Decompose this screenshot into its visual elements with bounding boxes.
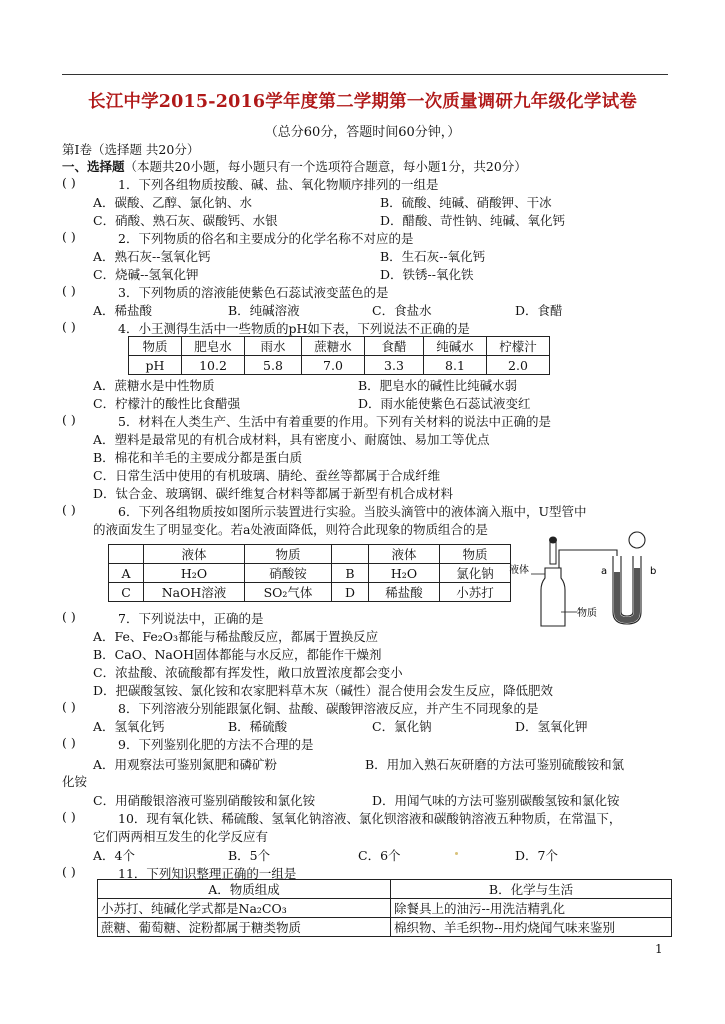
table-cell: 7.0 [302,356,365,375]
q4-ph-table [128,336,550,375]
table-cell: A．物质组成 [98,880,391,899]
q10-stem-line2: 它们两两相互发生的化学反应有 [93,829,269,844]
table-cell: H₂O [369,564,440,583]
q2-option-a: A．熟石灰--氢氧化钙 [93,249,211,264]
q5-option-d: D．钛合金、玻璃钢、碳纤维复合材料等都属于新型有机合成材料 [93,486,454,501]
table-cell: 蔗糖水 [302,337,365,356]
q4-option-c: C．柠檬汁的酸性比食醋强 [93,396,241,411]
answer-blank: ( ) [62,699,76,714]
q5-option-b: B．棉花和羊毛的主要成分都是蛋白质 [93,450,303,465]
part-label: 第Ⅰ卷（选择题 共20分） [62,142,200,157]
q3-option-c: C．食盐水 [372,303,432,318]
q11-knowledge-table [97,879,672,937]
fig-substance-label: 物质 [577,608,597,619]
table-cell: H₂O [144,564,245,583]
table-cell: 氯化钠 [440,564,511,583]
q10-option-a: A．4个 [93,848,135,863]
exam-title: 长江中学2015-2016学年度第二学期第一次质量调研九年级化学试卷 [88,92,637,112]
answer-blank: ( ) [62,319,76,334]
table-cell: 物质 [129,337,182,356]
answer-blank: ( ) [62,175,76,190]
fig-b-label: b [650,566,657,577]
section-heading [62,157,527,175]
q6-stem-line1: 6．下列各组物质按如图所示装置进行实验。当胶头滴管中的液体滴入瓶中，U型管中 [118,504,587,519]
q5-option-a: A．塑料是最常见的有机合成材料，具有密度小、耐腐蚀、易加工等优点 [93,432,490,447]
table-cell: D [332,583,369,602]
dropper-bulb [549,537,557,544]
q11-stem: 11．下列知识整理正确的一组是 [118,866,297,881]
q9-option-b-cont: 化铵 [62,774,88,789]
q1-stem: 1．下列各组物质按酸、碱、盐、氧化物顺序排列的一组是 [118,177,439,192]
q1-option-b: B．硫酸、纯碱、硝酸钾、干冰 [380,195,552,210]
table-cell: 物质 [440,545,511,564]
q10-option-b: B．5个 [228,848,271,863]
q8-option-c: C．氯化钠 [372,719,432,734]
table-cell: 液体 [144,545,245,564]
q4-stem: 4．小王测得生活中一些物质的pH如下表，下列说法不正确的是 [118,321,470,336]
q7-option-c: C．浓盐酸、浓硫酸都有挥发性，敞口放置浓度都会变小 [93,665,403,680]
table-cell: NaOH溶液 [144,583,245,602]
q9-stem: 9．下列鉴别化肥的方法不合理的是 [118,737,314,752]
dropper-icon [550,542,556,564]
page-number: 1 [655,942,663,956]
q8-option-b: B．稀硫酸 [228,719,288,734]
table-cell: 稀盐酸 [369,583,440,602]
table-cell: 物质 [245,545,332,564]
q1-option-a: A．碳酸、乙醇、氯化钠、水 [93,195,253,210]
table-cell [109,545,144,564]
table-cell: 2.0 [487,356,550,375]
q9-option-c: C．用硝酸银溶液可鉴别硝酸铵和氯化铵 [93,793,316,808]
q2-option-d: D．铁锈--氧化铁 [380,267,474,282]
q7-option-b: B．CaO、NaOH固体都能与水反应，都能作干燥剂 [93,647,382,662]
table-cell: 柠檬汁 [487,337,550,356]
q2-option-b: B．生石灰--氧化钙 [380,249,486,264]
table-cell: 纯碱水 [424,337,487,356]
q8-stem: 8．下列溶液分别能跟氯化铜、盐酸、碳酸钾溶液反应，并产生不同现象的是 [118,701,539,716]
table-cell: 5.8 [245,356,302,375]
table-cell [332,545,369,564]
table-cell: C [109,583,144,602]
table-cell: B [332,564,369,583]
table-cell: B．化学与生活 [391,880,672,899]
answer-blank: ( ) [62,229,76,244]
table-cell: 肥皂水 [182,337,245,356]
q6-stem-line2: 的液面发生了明显变化。若a处液面降低，则符合此现象的物质组合的是 [93,522,488,537]
table-cell: 液体 [369,545,440,564]
table-cell: 除餐具上的油污--用洗洁精乳化 [391,899,672,918]
u-tube-liquid [614,568,640,623]
table-cell: 小苏打 [440,583,511,602]
q2-option-c: C．烧碱--氢氧化钾 [93,267,199,282]
section-heading-bold: 一、选择题 [62,159,125,174]
q9-option-b: B．用加入熟石灰研磨的方法可鉴别硫酸铵和氯 [365,757,625,772]
table-cell: 棉织物、羊毛织物--用灼烧闻气味来鉴别 [391,918,672,937]
exam-subtitle: （总分60分，答题时间60分钟，） [264,125,461,140]
q8-option-a: A．氢氧化钙 [93,719,165,734]
q3-option-a: A．稀盐酸 [93,303,153,318]
q2-stem: 2．下列物质的俗名和主要成分的化学名称不对应的是 [118,231,414,246]
top-rule [62,74,668,75]
q7-option-d: D．把碳酸氢铵、氯化铵和农家肥料草木灰（碱性）混合使用会发生反应，降低肥效 [93,683,554,698]
answer-blank: ( ) [62,809,76,824]
table-cell: 食醋 [365,337,424,356]
table-cell: 雨水 [245,337,302,356]
table-cell: 3.3 [365,356,424,375]
q1-option-d: D．醋酸、苛性钠、纯碱、氧化钙 [380,213,566,228]
stray-mark [455,852,458,855]
q4-option-d: D．雨水能使紫色石蕊试液变红 [358,396,531,411]
q8-option-d: D．氢氧化钾 [515,719,588,734]
table-cell: 蔗糖、葡萄糖、淀粉都属于糖类物质 [98,918,391,937]
table-cell: A [109,564,144,583]
q5-stem: 5．材料在人类生产、生活中有着重要的作用。下列有关材料的说法中正确的是 [118,414,551,429]
u-tube-inner [621,556,633,616]
q9-option-a: A．用观察法可鉴别氮肥和磷矿粉 [93,757,278,772]
table-cell: 小苏打、纯碱化学式都是Na₂CO₃ [98,899,391,918]
q10-stem-line1: 10．现有氧化铁、稀硫酸、氢氧化钠溶液、氯化钡溶液和碳酸钠溶液五种物质，在常温下， [118,811,622,826]
connecting-tube [559,550,617,568]
table-cell: 8.1 [424,356,487,375]
table-cell: SO₂气体 [245,583,332,602]
q3-option-b: B．纯碱溶液 [228,303,300,318]
table-cell: 硝酸铵 [245,564,332,583]
table-cell: pH [129,356,182,375]
q7-option-a: A．Fe、Fe₂O₃都能与稀盐酸反应，都属于置换反应 [93,629,379,644]
q5-option-c: C．日常生活中使用的有机玻璃、腈纶、蚕丝等都属于合成纤维 [93,468,441,483]
table-cell: 10.2 [182,356,245,375]
section-heading-rest: （本题共20小题，每小题只有一个选项符合题意，每小题1分，共20分） [124,159,527,174]
fig-a-label: a [601,566,608,577]
q7-stem: 7．下列说法中，正确的是 [118,611,264,626]
q10-option-c: C．6个 [358,848,401,863]
q1-option-c: C．硝酸、熟石灰、碳酸钙、水银 [93,213,278,228]
answer-blank: ( ) [62,735,76,750]
answer-blank: ( ) [62,283,76,298]
u-tube-bulb [629,532,645,548]
q3-stem: 3．下列物质的溶液能使紫色石蕊试液变蓝色的是 [118,285,389,300]
q4-option-b: B．肥皂水的碱性比纯碱水弱 [358,378,518,393]
q3-option-d: D．食醋 [515,303,563,318]
q6-options-table [108,544,511,602]
flask-shape [541,568,565,626]
q9-option-d: D．用闻气味的方法可鉴别碳酸氢铵和氯化铵 [372,793,620,808]
answer-blank: ( ) [62,412,76,427]
answer-blank: ( ) [62,609,76,624]
q10-option-d: D．7个 [515,848,558,863]
fig-liquid-label: 液体 [509,565,529,576]
q6-apparatus-figure [505,528,670,628]
answer-blank: ( ) [62,502,76,517]
q4-option-a: A．蔗糖水是中性物质 [93,378,215,393]
answer-blank: ( ) [62,864,76,879]
